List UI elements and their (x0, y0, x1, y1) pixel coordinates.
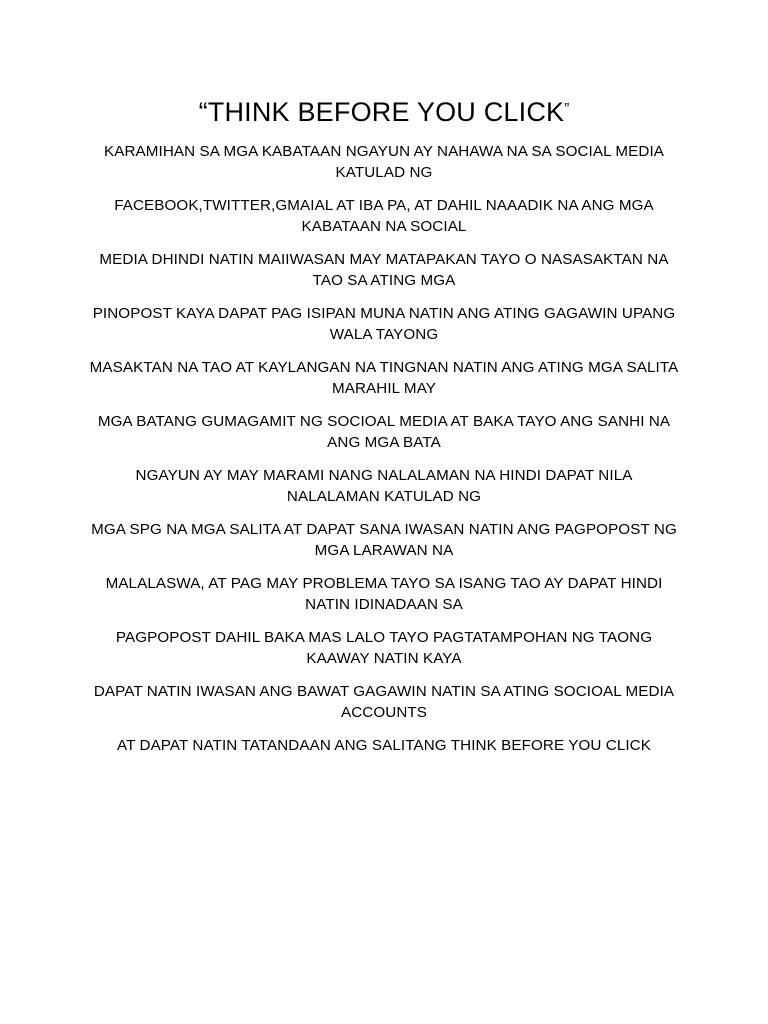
paragraph: AT DAPAT NATIN TATANDAAN ANG SALITANG THINK BEFORE YOU CLICK (116, 737, 651, 754)
paragraph: MALALASWA, AT PAG MAY PROBLEMA TAYO SA ISANG TAO AY DAPAT HINDI NATIN IDINADAAN SA (105, 575, 663, 613)
paragraph: PAGPOPOST DAHIL BAKA MAS LALO TAYO PAGTATAMPOHAN NG TAONG KAAWAY NATIN KAYA (115, 629, 653, 667)
paragraph: MASAKTAN NA TAO AT KAYLANGAN NA TINGNAN NATIN ANG ATING MGA SALITA MARAHIL MAY (89, 359, 679, 397)
paragraph: MGA SPG NA MGA SALITA AT DAPAT SANA IWASAN NATIN ANG PAGPOPOST NG MGA LARAWAN NA (91, 521, 677, 559)
paragraph: MGA BATANG GUMAGAMIT NG SOCIOAL MEDIA AT BAKA TAYO ANG SANHI NA ANG MGA BATA (97, 413, 671, 451)
title-open-quote: “ (198, 97, 208, 127)
paragraph: MEDIA DHINDI NATIN MAIIWASAN MAY MATAPAKAN TAYO O NASASAKTAN NA TAO SA ATING MGA (99, 251, 669, 289)
document-title (88, 0, 680, 131)
title-close-quote: ” (564, 100, 570, 117)
paragraph: DAPAT NATIN IWASAN ANG BAWAT GAGAWIN NATIN SA ATING SOCIOAL MEDIA ACCOUNTS (93, 683, 675, 721)
document-body (88, 141, 680, 756)
paragraph: NGAYUN AY MAY MARAMI NANG NALALAMAN NA HINDI DAPAT NILA NALALAMAN KATULAD NG (135, 467, 633, 505)
paragraph: FACEBOOK,TWITTER,GMAIAL AT IBA PA, AT DAHIL NAAADIK NA ANG MGA KABATAAN NA SOCIAL (114, 197, 654, 235)
paragraph: KARAMIHAN SA MGA KABATAAN NGAYUN AY NAHAWA NA SA SOCIAL MEDIA KATULAD NG (103, 143, 665, 181)
title-text: THINK BEFORE YOU CLICK (207, 97, 565, 127)
paragraph: PINOPOST KAYA DAPAT PAG ISIPAN MUNA NATIN ANG ATING GAGAWIN UPANG WALA TAYONG (92, 305, 676, 343)
